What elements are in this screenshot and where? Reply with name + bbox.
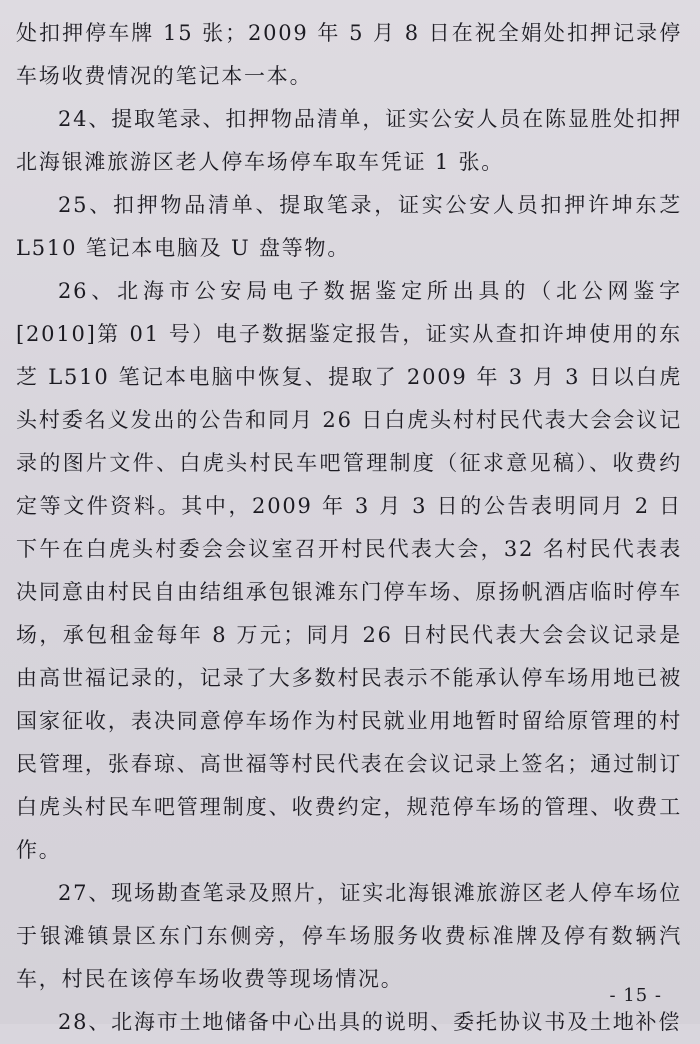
- paragraph-item-25: 25、扣押物品清单、提取笔录，证实公安人员扣押许坤东芝 L510 笔记本电脑及 U 盘等物。: [16, 193, 682, 260]
- page-number: - 15 -: [609, 985, 662, 1006]
- document-body: [16, 12, 682, 1044]
- paragraph-item-24: 24、提取笔录、扣押物品清单，证实公安人员在陈显胜处扣押北海银滩旅游区老人停车场停车取车凭证 1 张。: [16, 107, 682, 174]
- paragraph-continuation: 处扣押停车牌 15 张；2009 年 5 月 8 日在祝全娟处扣押记录停车场收费情况的笔记本一本。: [16, 21, 682, 88]
- paragraph-item-28: 28、北海市土地储备中心出具的说明、委托协议书及土地补偿: [58, 1010, 682, 1034]
- paragraph-item-26: 26、北海市公安局电子数据鉴定所出具的（北公网鉴字[2010]第 01 号）电子数据鉴定报告，证实从查扣许坤使用的东芝 L510 笔记本电脑中恢复、提取了 2009 年 3 月 3 日以白虎头村委名义发出的公告和同月 26 日白虎头村村民代表大会会议记录的图片文件、白虎头村民车吧管理制度（征求意见稿）、收费约定等文件资料。其中，2009 年 3 月 3 日的公告表明同月 2 日下午在白虎头村委会会议室召开村民代表大会，32 名村民代表表决同意由村民自由结组承包银滩东门停车场、原扬帆酒店临时停车场，承包租金每年 8 万元；同月 26 日村民代表大会会议记录是由高世福记录的，记录了大多数村民表示不能承认停车场用地已被国家征收，表决同意停车场作为村民就业用地暂时留给原管理的村民管理，张春琼、高世福等村民代表在会议记录上签名；通过制订白虎头村民车吧管理制度、收费约定，规范停车场的管理、收费工作。: [16, 279, 682, 862]
- paragraph-item-27: 27、现场勘查笔录及照片，证实北海银滩旅游区老人停车场位于银滩镇景区东门东侧旁，停车场服务收费标准牌及停有数辆汽车，村民在该停车场收费等现场情况。: [16, 881, 682, 991]
